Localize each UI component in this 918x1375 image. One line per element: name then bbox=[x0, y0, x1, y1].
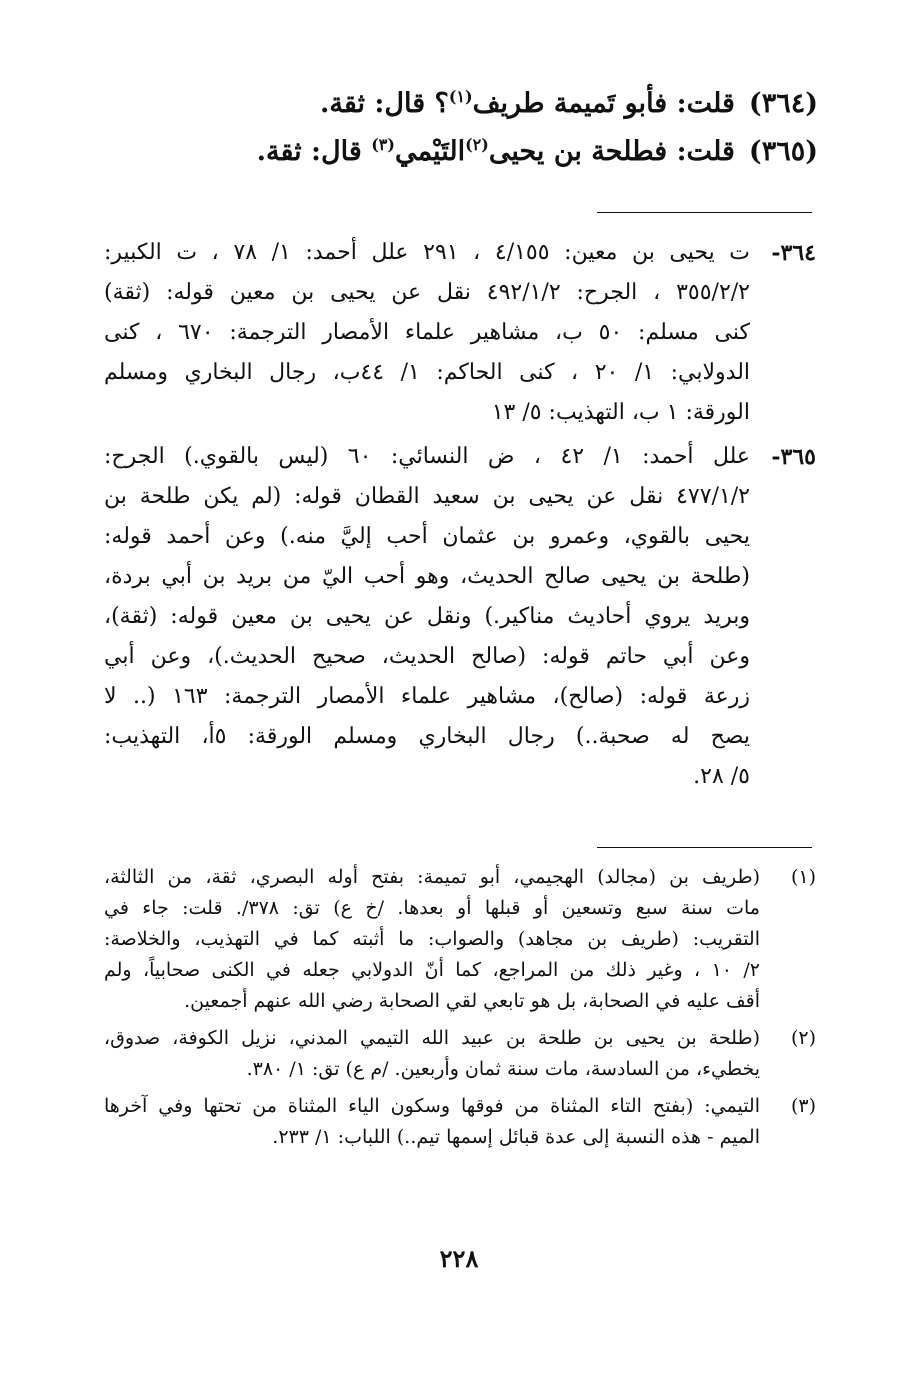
note-line: ٤٧٧/١/٢ نقل عن يحيى بن سعيد القطان قوله: (لم يكن طلحة بن bbox=[104, 484, 750, 509]
note-line: (طلحة بن يحيى صالح الحديث، وهو أحب اليّ من بريد بن أبي بردة، bbox=[104, 564, 750, 589]
footnote-3 bbox=[104, 1091, 816, 1153]
note-line: يصح له صحبة..) رجال البخاري ومسلم الورقة: ٥أ، التهذيب: bbox=[104, 724, 750, 749]
footnote-separator-rule bbox=[597, 847, 812, 848]
note-line: كنى مسلم: ٥٠ ب، مشاهير علماء الأمصار الترجمة: ٦٧٠ ، كنى bbox=[104, 320, 751, 345]
footnote-number: (٢) bbox=[790, 1027, 816, 1049]
note-line: وبريد يروي أحاديث مناكير.) ونقل عن يحيى بن معين قوله: (ثقة)، bbox=[104, 604, 750, 629]
main-entry-365 bbox=[118, 128, 818, 176]
entry-text: قلت: فطلحة بن يحيى$^{(٢)}$التَيْمي$^{(٣)}$ قال: ثقة. bbox=[256, 135, 735, 167]
footnote-body bbox=[104, 1023, 760, 1085]
footnote-line: (طلحة بن يحيى بن طلحة بن عبيد الله التيمي المدني، نزيل الكوفة، صدوق، bbox=[104, 1027, 760, 1049]
footnote-2 bbox=[104, 1023, 816, 1085]
footnote-marker: (٢) bbox=[465, 135, 489, 154]
footnote-body bbox=[104, 862, 760, 1017]
entry-number: (٣٦٥) bbox=[748, 136, 818, 167]
footnote-1 bbox=[104, 862, 816, 1017]
note-364 bbox=[104, 233, 816, 433]
note-line: الورقة: ١ ب، التهذيب: ٥/ ١٣ bbox=[491, 400, 750, 425]
note-line: زرعة قوله: (صالح)، مشاهير علماء الأمصار الترجمة: ١٦٣ (.. لا bbox=[104, 684, 751, 709]
footnote-line: ٢/ ١٠ ، وغير ذلك من المراجع، كما أنّ الدولابي جعله في الكنى صحابياً، ولم bbox=[104, 959, 760, 981]
separator-rule bbox=[597, 212, 812, 213]
note-line: وعن أبي حاتم قوله: (صالح الحديث، صحيح الحديث.)، وعن أبي bbox=[104, 644, 750, 669]
footnote-line: التقريب: (طريف بن مجاهد) والصواب: ما أثبته كما في التهذيب، والخلاصة: bbox=[104, 928, 760, 950]
note-line: علل أحمد: ١/ ٤٢ ، ض النسائي: ٦٠ (ليس بالقوي.) الجرح: bbox=[104, 444, 751, 469]
footnote-line: الميم - هذه النسبة إلى عدة قبائل إسمها تيم..) اللباب: ١/ ٢٣٣. bbox=[272, 1126, 760, 1148]
main-entries bbox=[118, 80, 818, 176]
note-365 bbox=[104, 437, 816, 797]
footnote-body bbox=[104, 1091, 760, 1153]
footnote-line: (طريف بن (مجالد) الهجيمي، أبو تميمة: بفتح أوله البصري، ثقة، من الثالثة، bbox=[104, 866, 760, 888]
footnote-number: (١) bbox=[790, 866, 816, 888]
note-body bbox=[104, 437, 750, 797]
entry-text: قلت: فأبو تَميمة طريف$^{(١)}$؟ قال: ثقة. bbox=[319, 87, 735, 119]
note-number: ٣٦٥- bbox=[771, 444, 816, 470]
note-number: ٣٦٤- bbox=[771, 240, 816, 266]
note-line: ت يحيى بن معين: ٤/١٥٥ ، ٢٩١ علل أحمد: ١/ ٧٨ ، ت الكبير: bbox=[104, 240, 751, 265]
footnote-line: يخطيء، من السادسة، مات سنة ثمان وأربعين. /م ع) تق: ١/ ٣٨٠. bbox=[246, 1058, 760, 1080]
commentary-notes bbox=[104, 233, 816, 801]
note-line: الدولابي: ١/ ٢٠ ، كنى الحاكم: ١/ ٤٤ب، رجال البخاري ومسلم bbox=[104, 360, 751, 385]
footnote-marker: (٣) bbox=[371, 135, 395, 154]
footnote-line: التيمي: (بفتح التاء المثناة من فوقها وسكون الياء المثناة من تحتها وفي آخرها bbox=[104, 1095, 760, 1117]
footnote-line: مات سنة سبع وتسعين أو قبلها أو بعدها. /خ ع) تق: ٣٧٨/. قلت: جاء في bbox=[104, 897, 760, 919]
entry-number: (٣٦٤) bbox=[748, 88, 818, 119]
note-line: ٣٥٥/٢/٢ ، الجرح: ٤٩٢/١/٢ نقل عن يحيى بن معين قوله: (ثقة) bbox=[104, 280, 750, 305]
note-line: ٥/ ٢٨. bbox=[693, 764, 750, 789]
note-line: يحيى بالقوي، وعمرو بن عثمان أحب إليَّ منه.) وعن أحمد قوله: bbox=[104, 524, 750, 549]
footnote-marker: (١) bbox=[448, 87, 473, 106]
footnote-line: أقف عليه في الصحابة، بل هو تابعي لقي الصحابة رضي الله عنهم أجمعين. bbox=[184, 990, 760, 1012]
footnote-number: (٣) bbox=[790, 1095, 816, 1117]
footnotes bbox=[104, 862, 816, 1159]
note-body bbox=[104, 233, 750, 433]
page-number: ٢٢٨ bbox=[439, 1244, 479, 1273]
main-entry-364 bbox=[118, 80, 818, 128]
